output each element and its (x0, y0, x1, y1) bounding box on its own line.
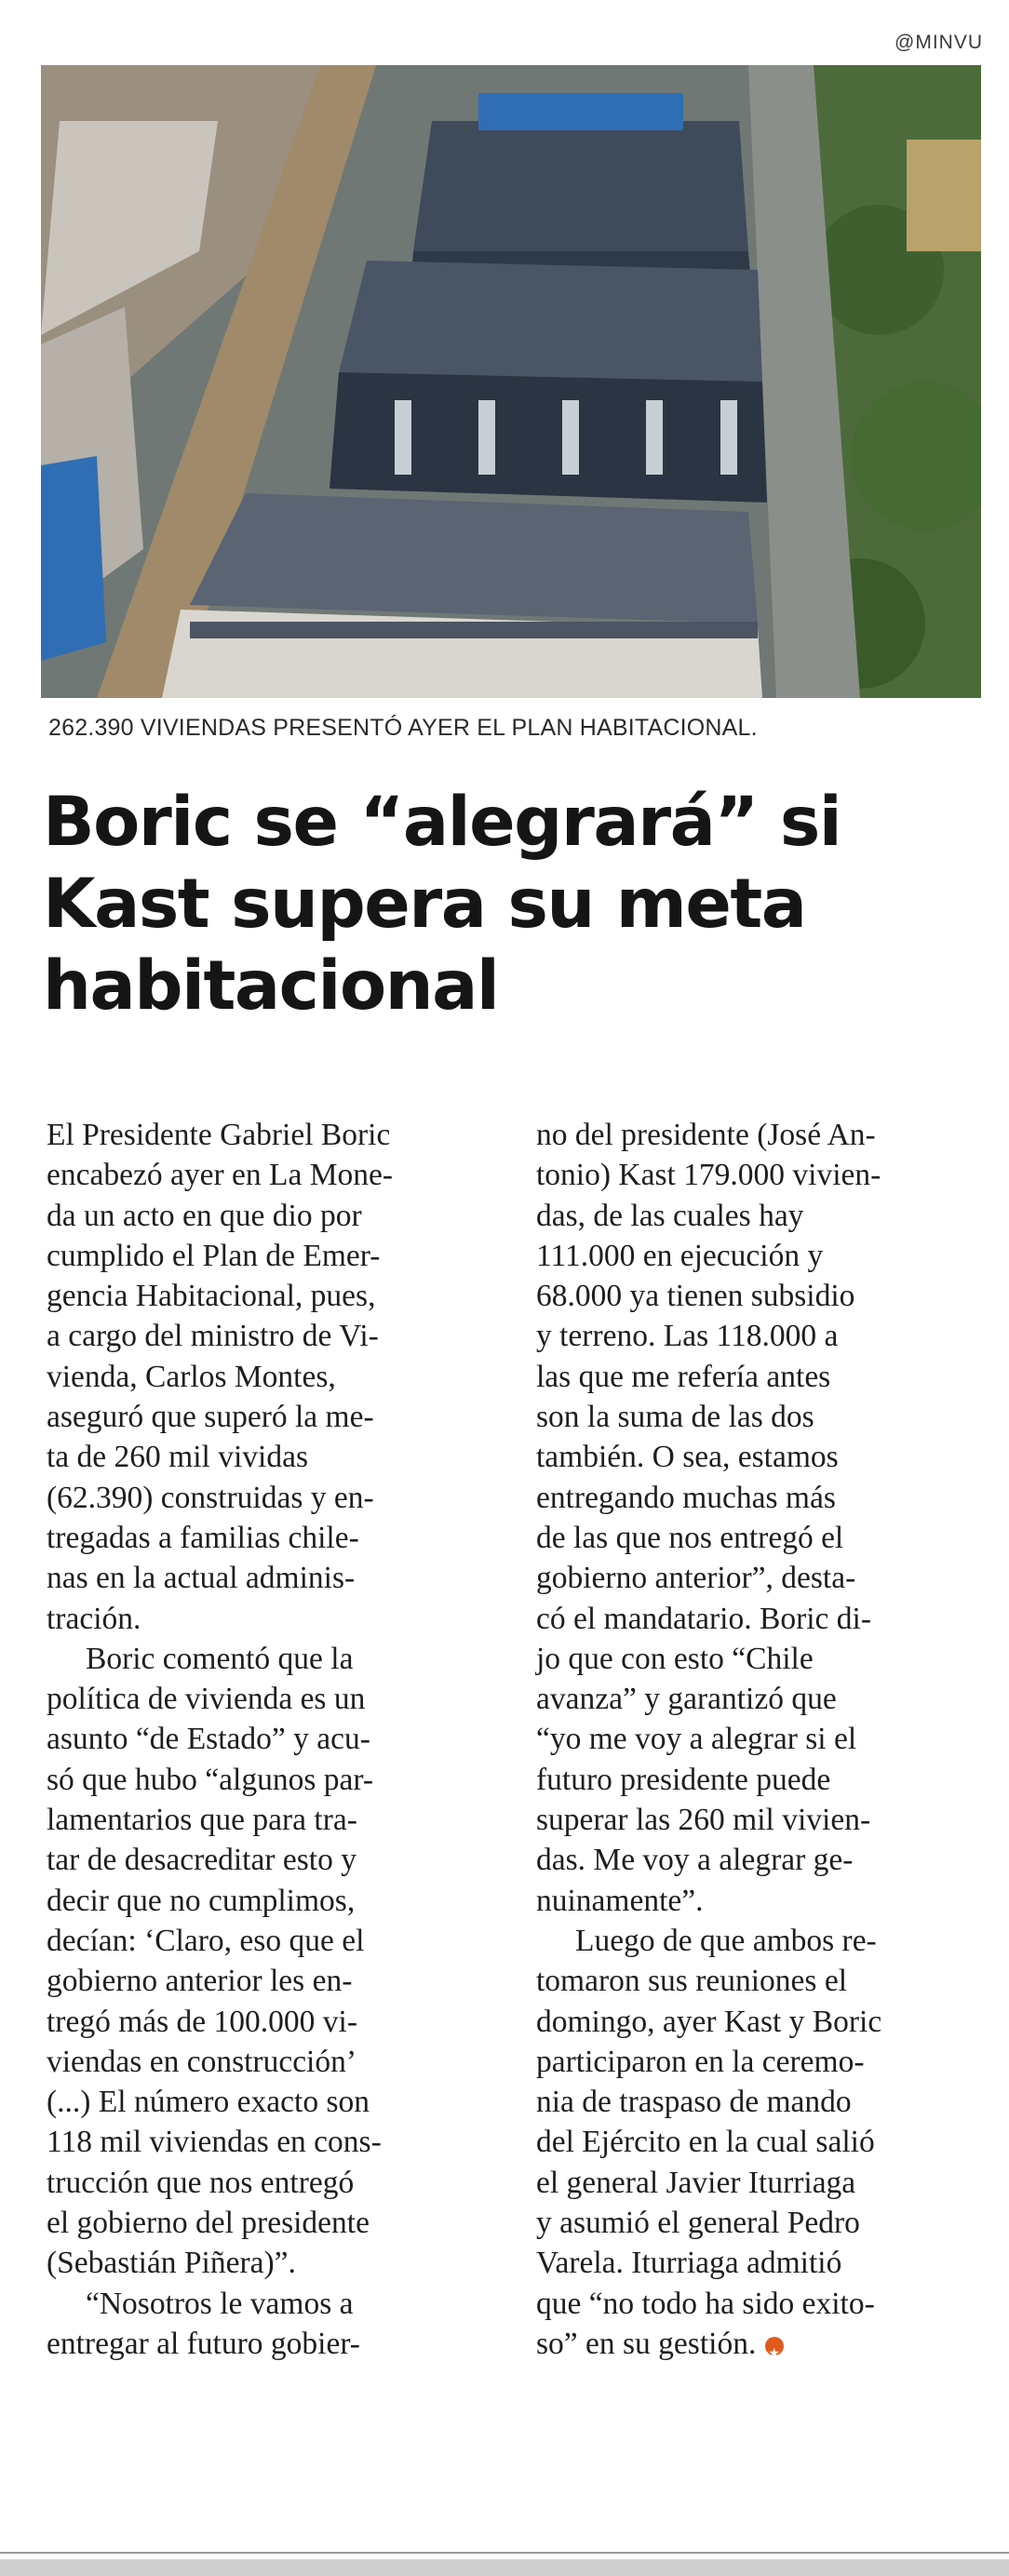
text-line: política de vivienda es un (47, 1682, 366, 1717)
text-line: futuro presidente puede (536, 1762, 831, 1797)
text-line: so” en su gestión. (536, 2326, 757, 2361)
headline-line: habitacional (43, 946, 499, 1026)
text-line: gencia Habitacional, pues, (47, 1279, 376, 1314)
text-line: aseguró que superó la me- (47, 1400, 374, 1435)
text-line: “yo me voy a alegrar si el (536, 1722, 857, 1757)
text-line: decir que no cumplimos, (47, 1883, 356, 1918)
text-line: tomaron sus reuniones el (536, 1964, 848, 1999)
text-line: nuinamente”. (536, 1883, 704, 1918)
text-line-last (536, 2324, 981, 2364)
text-line: tración. (47, 1601, 141, 1636)
headline-line: Kast supera su meta (43, 865, 806, 944)
text-line: das. Me voy a alegrar ge- (536, 1843, 854, 1878)
text-line: Luego de que ambos re- (575, 1923, 877, 1958)
text-line: participaron en la ceremo- (536, 2044, 865, 2079)
text-line: entregar al futuro gobier- (47, 2326, 360, 2361)
text-line: trucción que nos entregó (47, 2165, 355, 2200)
page-bottom-bar (0, 2559, 1009, 2576)
text-line: Boric comentó que la (86, 1641, 354, 1676)
text-line: y terreno. Las 118.000 a (536, 1319, 839, 1354)
headline-line: Boric se “alegrará” si (43, 783, 841, 862)
text-line: el general Javier Iturriaga (536, 2165, 856, 2200)
text-line: Varela. Iturriaga admitió (536, 2246, 842, 2281)
text-line: 68.000 ya tienen subsidio (536, 1279, 855, 1314)
page-rule (0, 2552, 1009, 2554)
text-line: cumplido el Plan de Emer- (47, 1238, 381, 1273)
text-line: vienda, Carlos Montes, (47, 1359, 336, 1394)
text-line: nia de traspaso de mando (536, 2085, 852, 2120)
aerial-housing-image (41, 65, 981, 698)
text-line: que “no todo ha sido exito- (536, 2286, 875, 2321)
text-line: tar de desacreditar esto y (47, 1843, 357, 1878)
text-line: gobierno anterior les en- (47, 1964, 353, 1999)
text-line: “Nosotros le vamos a (86, 2286, 354, 2321)
text-line: ta de 260 mil vividas (47, 1440, 308, 1475)
text-line: 118 mil viviendas en cons- (47, 2125, 382, 2160)
photo-credit: @MINVU (895, 32, 983, 53)
text-line: domingo, ayer Kast y Boric (536, 2004, 882, 2039)
headline (43, 782, 974, 1027)
text-line: también. O sea, estamos (536, 1440, 839, 1475)
text-line: El Presidente Gabriel Boric (47, 1118, 391, 1152)
text-line: nas en la actual adminis- (47, 1561, 356, 1596)
text-line: có el mandatario. Boric di- (536, 1601, 871, 1636)
photo-caption: 262.390 VIVIENDAS PRESENTÓ AYER EL PLAN HABITACIONAL. (48, 715, 758, 741)
text-line: da un acto en que dio por (47, 1198, 362, 1233)
text-line: y asumió el general Pedro (536, 2206, 860, 2241)
text-line: de las que nos entregó el (536, 1520, 844, 1555)
text-line: son la suma de las dos (536, 1400, 814, 1435)
text-line: tregó más de 100.000 vi- (47, 2004, 358, 2039)
text-line: jo que con esto “Chile (536, 1641, 814, 1676)
article-column-2 (536, 1115, 981, 2364)
text-line: (Sebastián Piñera)”. (47, 2246, 296, 2281)
text-line: del Ejército en la cual salió (536, 2125, 875, 2160)
article-column-1 (47, 1115, 493, 2364)
text-line: a cargo del ministro de Vi- (47, 1319, 379, 1354)
text-line: encabezó ayer en La Mone- (47, 1158, 394, 1193)
text-line: asunto “de Estado” y acu- (47, 1722, 370, 1757)
text-line: das, de las cuales hay (536, 1198, 804, 1233)
end-of-article-icon (765, 2337, 784, 2355)
text-line: no del presidente (José An- (536, 1118, 876, 1152)
text-line: las que me refería antes (536, 1359, 831, 1394)
news-photo (41, 65, 981, 698)
text-line: decían: ‘Claro, eso que el (47, 1923, 365, 1958)
text-line: superar las 260 mil vivien- (536, 1803, 871, 1838)
text-line: (...) El número exacto son (47, 2085, 370, 2120)
text-line: 111.000 en ejecución y (536, 1238, 824, 1273)
text-line: entregando muchas más (536, 1480, 836, 1515)
text-line: lamentarios que para tra- (47, 1803, 357, 1838)
text-line: só que hubo “algunos par- (47, 1762, 373, 1797)
text-line: tonio) Kast 179.000 vivien- (536, 1158, 881, 1193)
text-line: viendas en construcción’ (47, 2044, 357, 2079)
text-line: (62.390) construidas y en- (47, 1480, 374, 1515)
text-line: gobierno anterior”, desta- (536, 1561, 856, 1596)
text-line: el gobierno del presidente (47, 2206, 370, 2241)
text-line: tregadas a familias chile- (47, 1520, 359, 1555)
text-line: avanza” y garantizó que (536, 1682, 837, 1717)
